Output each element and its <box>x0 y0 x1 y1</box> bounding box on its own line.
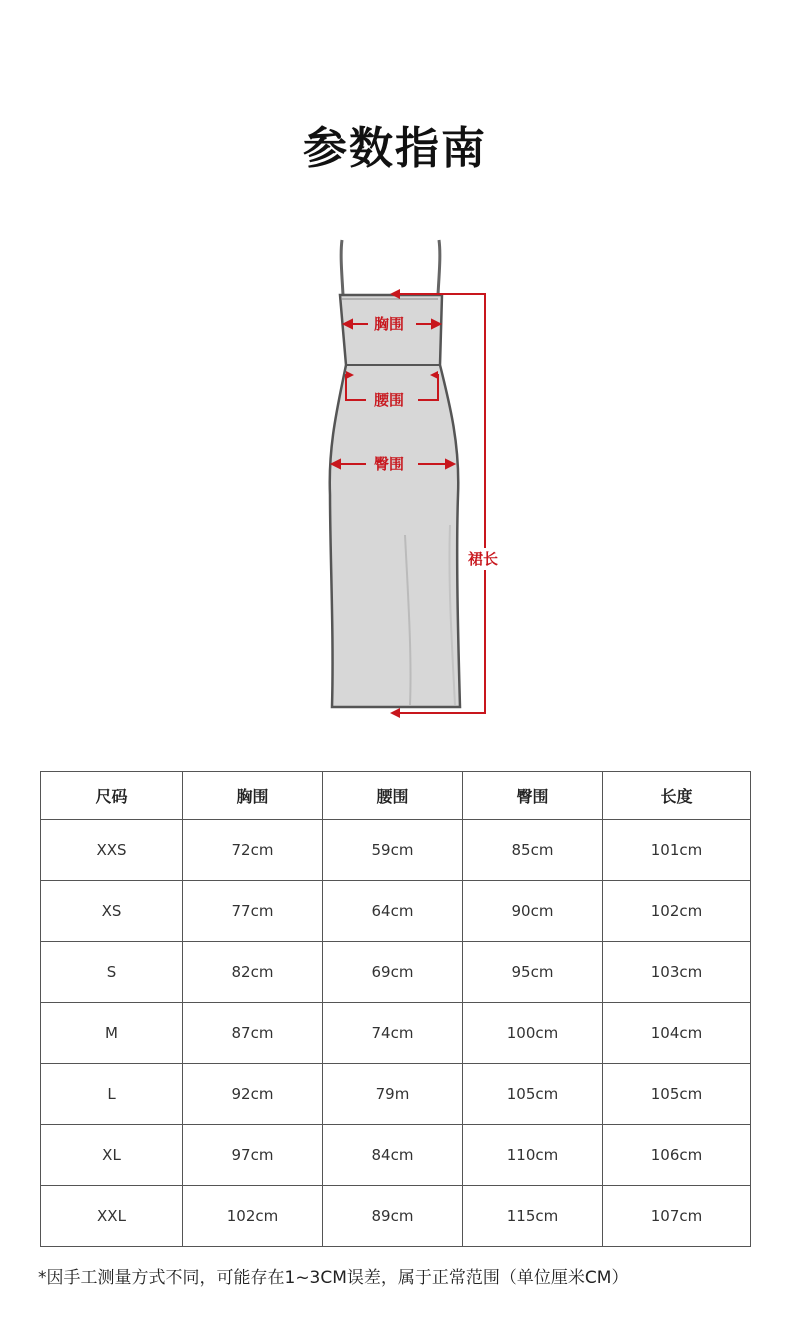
cell-bust: 77cm <box>183 881 323 942</box>
cell-length: 101cm <box>603 820 751 881</box>
table-row <box>41 1186 751 1247</box>
header-size: 尺码 <box>41 772 183 820</box>
table-row <box>41 1125 751 1186</box>
cell-waist: 69cm <box>323 942 463 1003</box>
cell-length: 104cm <box>603 1003 751 1064</box>
cell-size: L <box>41 1064 183 1125</box>
cell-length: 103cm <box>603 942 751 1003</box>
header-length: 长度 <box>603 772 751 820</box>
dress-body <box>330 295 460 707</box>
cell-size: XS <box>41 881 183 942</box>
cell-length: 102cm <box>603 881 751 942</box>
length-label: 裙长 <box>468 550 499 568</box>
header-hip: 臀围 <box>463 772 603 820</box>
table-row <box>41 942 751 1003</box>
page-title: 参数指南 <box>303 123 487 174</box>
cell-hip: 105cm <box>463 1064 603 1125</box>
bust-label: 胸围 <box>374 315 405 333</box>
cell-waist: 84cm <box>323 1125 463 1186</box>
cell-bust: 72cm <box>183 820 323 881</box>
cell-size: XL <box>41 1125 183 1186</box>
dress-illustration <box>290 235 530 725</box>
cell-waist: 74cm <box>323 1003 463 1064</box>
hip-label: 臀围 <box>374 455 405 473</box>
cell-waist: 64cm <box>323 881 463 942</box>
table-row <box>41 1003 751 1064</box>
cell-hip: 110cm <box>463 1125 603 1186</box>
cell-length: 107cm <box>603 1186 751 1247</box>
table-row <box>41 1064 751 1125</box>
cell-bust: 92cm <box>183 1064 323 1125</box>
cell-bust: 82cm <box>183 942 323 1003</box>
table-header-row <box>41 772 751 820</box>
left-strap <box>341 240 343 295</box>
cell-waist: 59cm <box>323 820 463 881</box>
cell-hip: 95cm <box>463 942 603 1003</box>
cell-size: XXS <box>41 820 183 881</box>
right-strap <box>438 240 440 295</box>
cell-length: 106cm <box>603 1125 751 1186</box>
measurement-note: *因手工测量方式不同，可能存在1~3CM误差，属于正常范围（单位厘米CM） <box>38 1268 629 1288</box>
cell-hip: 90cm <box>463 881 603 942</box>
cell-length: 105cm <box>603 1064 751 1125</box>
size-chart-table <box>40 771 751 1247</box>
table-row <box>41 881 751 942</box>
cell-size: M <box>41 1003 183 1064</box>
cell-bust: 97cm <box>183 1125 323 1186</box>
cell-size: S <box>41 942 183 1003</box>
cell-bust: 87cm <box>183 1003 323 1064</box>
header-waist: 腰围 <box>323 772 463 820</box>
waist-label: 腰围 <box>374 391 405 409</box>
cell-waist: 79m <box>323 1064 463 1125</box>
cell-bust: 102cm <box>183 1186 323 1247</box>
header-bust: 胸围 <box>183 772 323 820</box>
cell-hip: 115cm <box>463 1186 603 1247</box>
cell-hip: 85cm <box>463 820 603 881</box>
cell-size: XXL <box>41 1186 183 1247</box>
cell-hip: 100cm <box>463 1003 603 1064</box>
dress-diagram <box>290 235 530 725</box>
cell-waist: 89cm <box>323 1186 463 1247</box>
table-row <box>41 820 751 881</box>
